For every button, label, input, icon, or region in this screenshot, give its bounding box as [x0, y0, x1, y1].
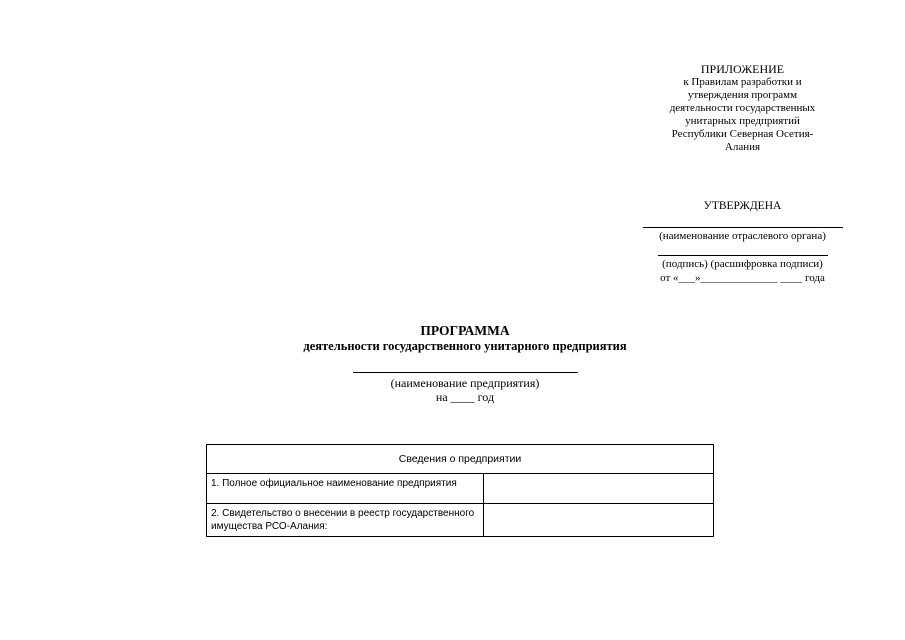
approval-block — [640, 200, 845, 285]
appendix-line: Алания — [724, 141, 761, 153]
appendix-block — [640, 62, 845, 154]
appendix-line: Республики Северная Осетия- — [671, 128, 814, 140]
table-row — [207, 504, 714, 537]
enterprise-name-caption: (наименование предприятия) — [390, 376, 540, 390]
row-label: 1. Полное официальное наименование предприятия — [207, 474, 484, 504]
program-subtitle: деятельности государственного унитарного предприятия — [303, 339, 627, 353]
program-year-line: на ____ год — [435, 390, 495, 404]
program-title: ПРОГРАММА — [420, 323, 510, 338]
appendix-line: утверждения программ — [687, 89, 798, 101]
organ-name-caption: (наименование отраслевого органа) — [659, 230, 826, 242]
row-value — [484, 474, 714, 504]
row-label: 2. Свидетельство о внесении в реестр государственного имущества РСО-Алания: — [207, 504, 484, 537]
appendix-title: ПРИЛОЖЕНИЕ — [700, 62, 785, 76]
approval-date-line: от «___»______________ ____ года — [660, 272, 825, 284]
table-header-row — [207, 445, 714, 474]
signature-line — [658, 255, 828, 256]
program-heading-block — [200, 323, 730, 404]
enterprise-info-table — [206, 444, 714, 537]
appendix-line: к Правилам разработки и — [683, 76, 802, 88]
approval-heading: УТВЕРЖДЕНА — [703, 200, 782, 212]
appendix-line: унитарных предприятий — [685, 115, 800, 127]
signature-caption: (подпись) (расшифровка подписи) — [662, 258, 823, 270]
table-row — [207, 474, 714, 504]
row-value — [484, 504, 714, 537]
organ-name-line — [643, 227, 843, 228]
enterprise-name-line — [353, 372, 578, 373]
appendix-line: деятельности государственных — [669, 102, 816, 114]
table-header: Сведения о предприятии — [207, 445, 714, 474]
